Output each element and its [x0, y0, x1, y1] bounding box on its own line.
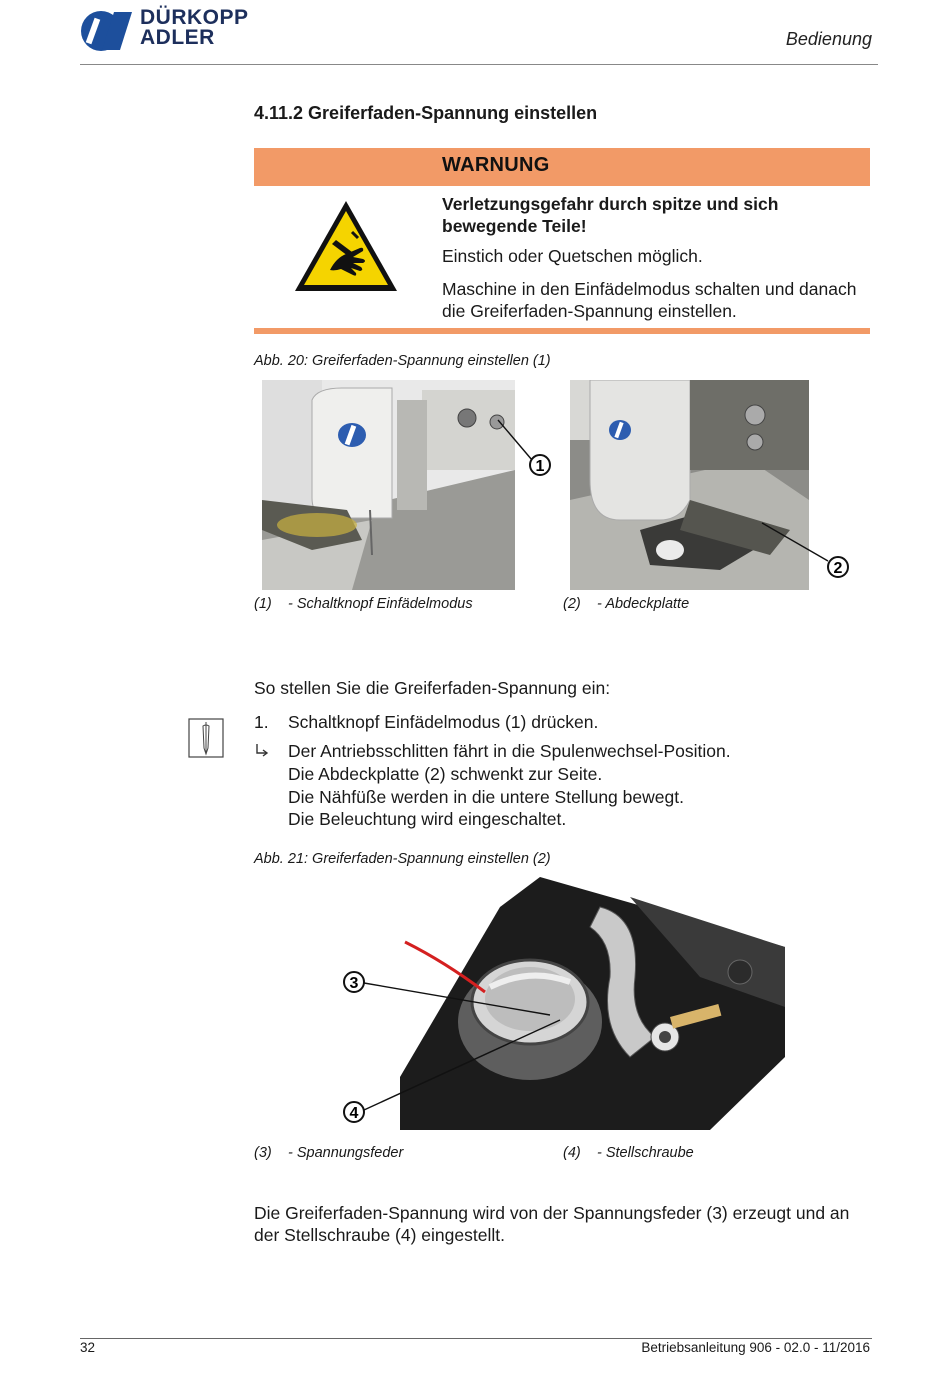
step-number: 1. [254, 712, 269, 732]
page-number: 32 [80, 1340, 96, 1355]
header-section-title: Bedienung [785, 29, 872, 49]
figure-caption-2: Abb. 21: Greiferfaden-Spannung einstellen (2) [254, 851, 551, 867]
machine-photo-threading-button [262, 380, 515, 590]
sewing-needle-icon [188, 718, 224, 758]
document-reference: Betriebsanleitung 906 - 02.0 - 11/2016 [641, 1340, 870, 1355]
warning-hazard: Verletzungsgefahr durch spitze und sich bewegende Teile! [442, 194, 779, 236]
figure1-legend-item-2: (2) - Abdeckplatte [563, 596, 690, 612]
figure1-legend-item-1: (1) - Schaltknopf Einfädelmodus [254, 596, 473, 612]
callout-line-1 [490, 410, 560, 480]
hand-injury-warning-icon [292, 198, 400, 294]
result-line-4: Die Beleuchtung wird eingeschaltet. [288, 809, 567, 829]
brand-name: DÜRKOPP ADLER [140, 6, 249, 49]
header-divider [80, 64, 878, 65]
figure2-legend-item-2: (4) - Stellschraube [563, 1145, 694, 1161]
result-line-3: Die Nähfüße werden in die untere Stellung bewegt. [288, 787, 684, 807]
callout-number-4: 4 [349, 1105, 359, 1122]
closing-paragraph: Die Greiferfaden-Spannung wird von der Spannungsfeder (3) erzeugt und an der Stellschraube (4) eingestellt. [254, 1203, 850, 1245]
footer-divider [80, 1338, 872, 1339]
figure2-legend-item-1: (3) - Spannungsfeder [254, 1145, 404, 1161]
callout-lines-3-4 [340, 965, 570, 1130]
duerkopp-adler-logo [80, 10, 134, 52]
section-heading: 4.11.2 Greiferfaden-Spannung einstellen [254, 103, 598, 123]
warning-instruction: Maschine in den Einfädelmodus schalten und danach die Greiferfaden-Spannung einstellen. [442, 279, 857, 321]
warning-header-bar [254, 148, 870, 186]
step-text: Schaltknopf Einfädelmodus (1) drücken. [288, 712, 599, 732]
result-line-1: Der Antriebsschlitten fährt in die Spulenwechsel-Position. [288, 741, 731, 761]
callout-number-1: 1 [535, 458, 545, 475]
callout-line-2 [760, 515, 860, 585]
callout-number-2: 2 [833, 560, 843, 577]
figure-caption-1: Abb. 20: Greiferfaden-Spannung einstellen (1) [254, 353, 551, 369]
instruction-intro: So stellen Sie die Greiferfaden-Spannung ein: [254, 678, 611, 698]
warning-bottom-bar [254, 328, 870, 334]
result-line-2: Die Abdeckplatte (2) schwenkt zur Seite. [288, 764, 603, 784]
warning-title: WARNUNG [442, 154, 550, 176]
result-arrow-icon [254, 742, 272, 760]
warning-consequence: Einstich oder Quetschen möglich. [442, 246, 703, 266]
callout-number-3: 3 [349, 975, 359, 992]
